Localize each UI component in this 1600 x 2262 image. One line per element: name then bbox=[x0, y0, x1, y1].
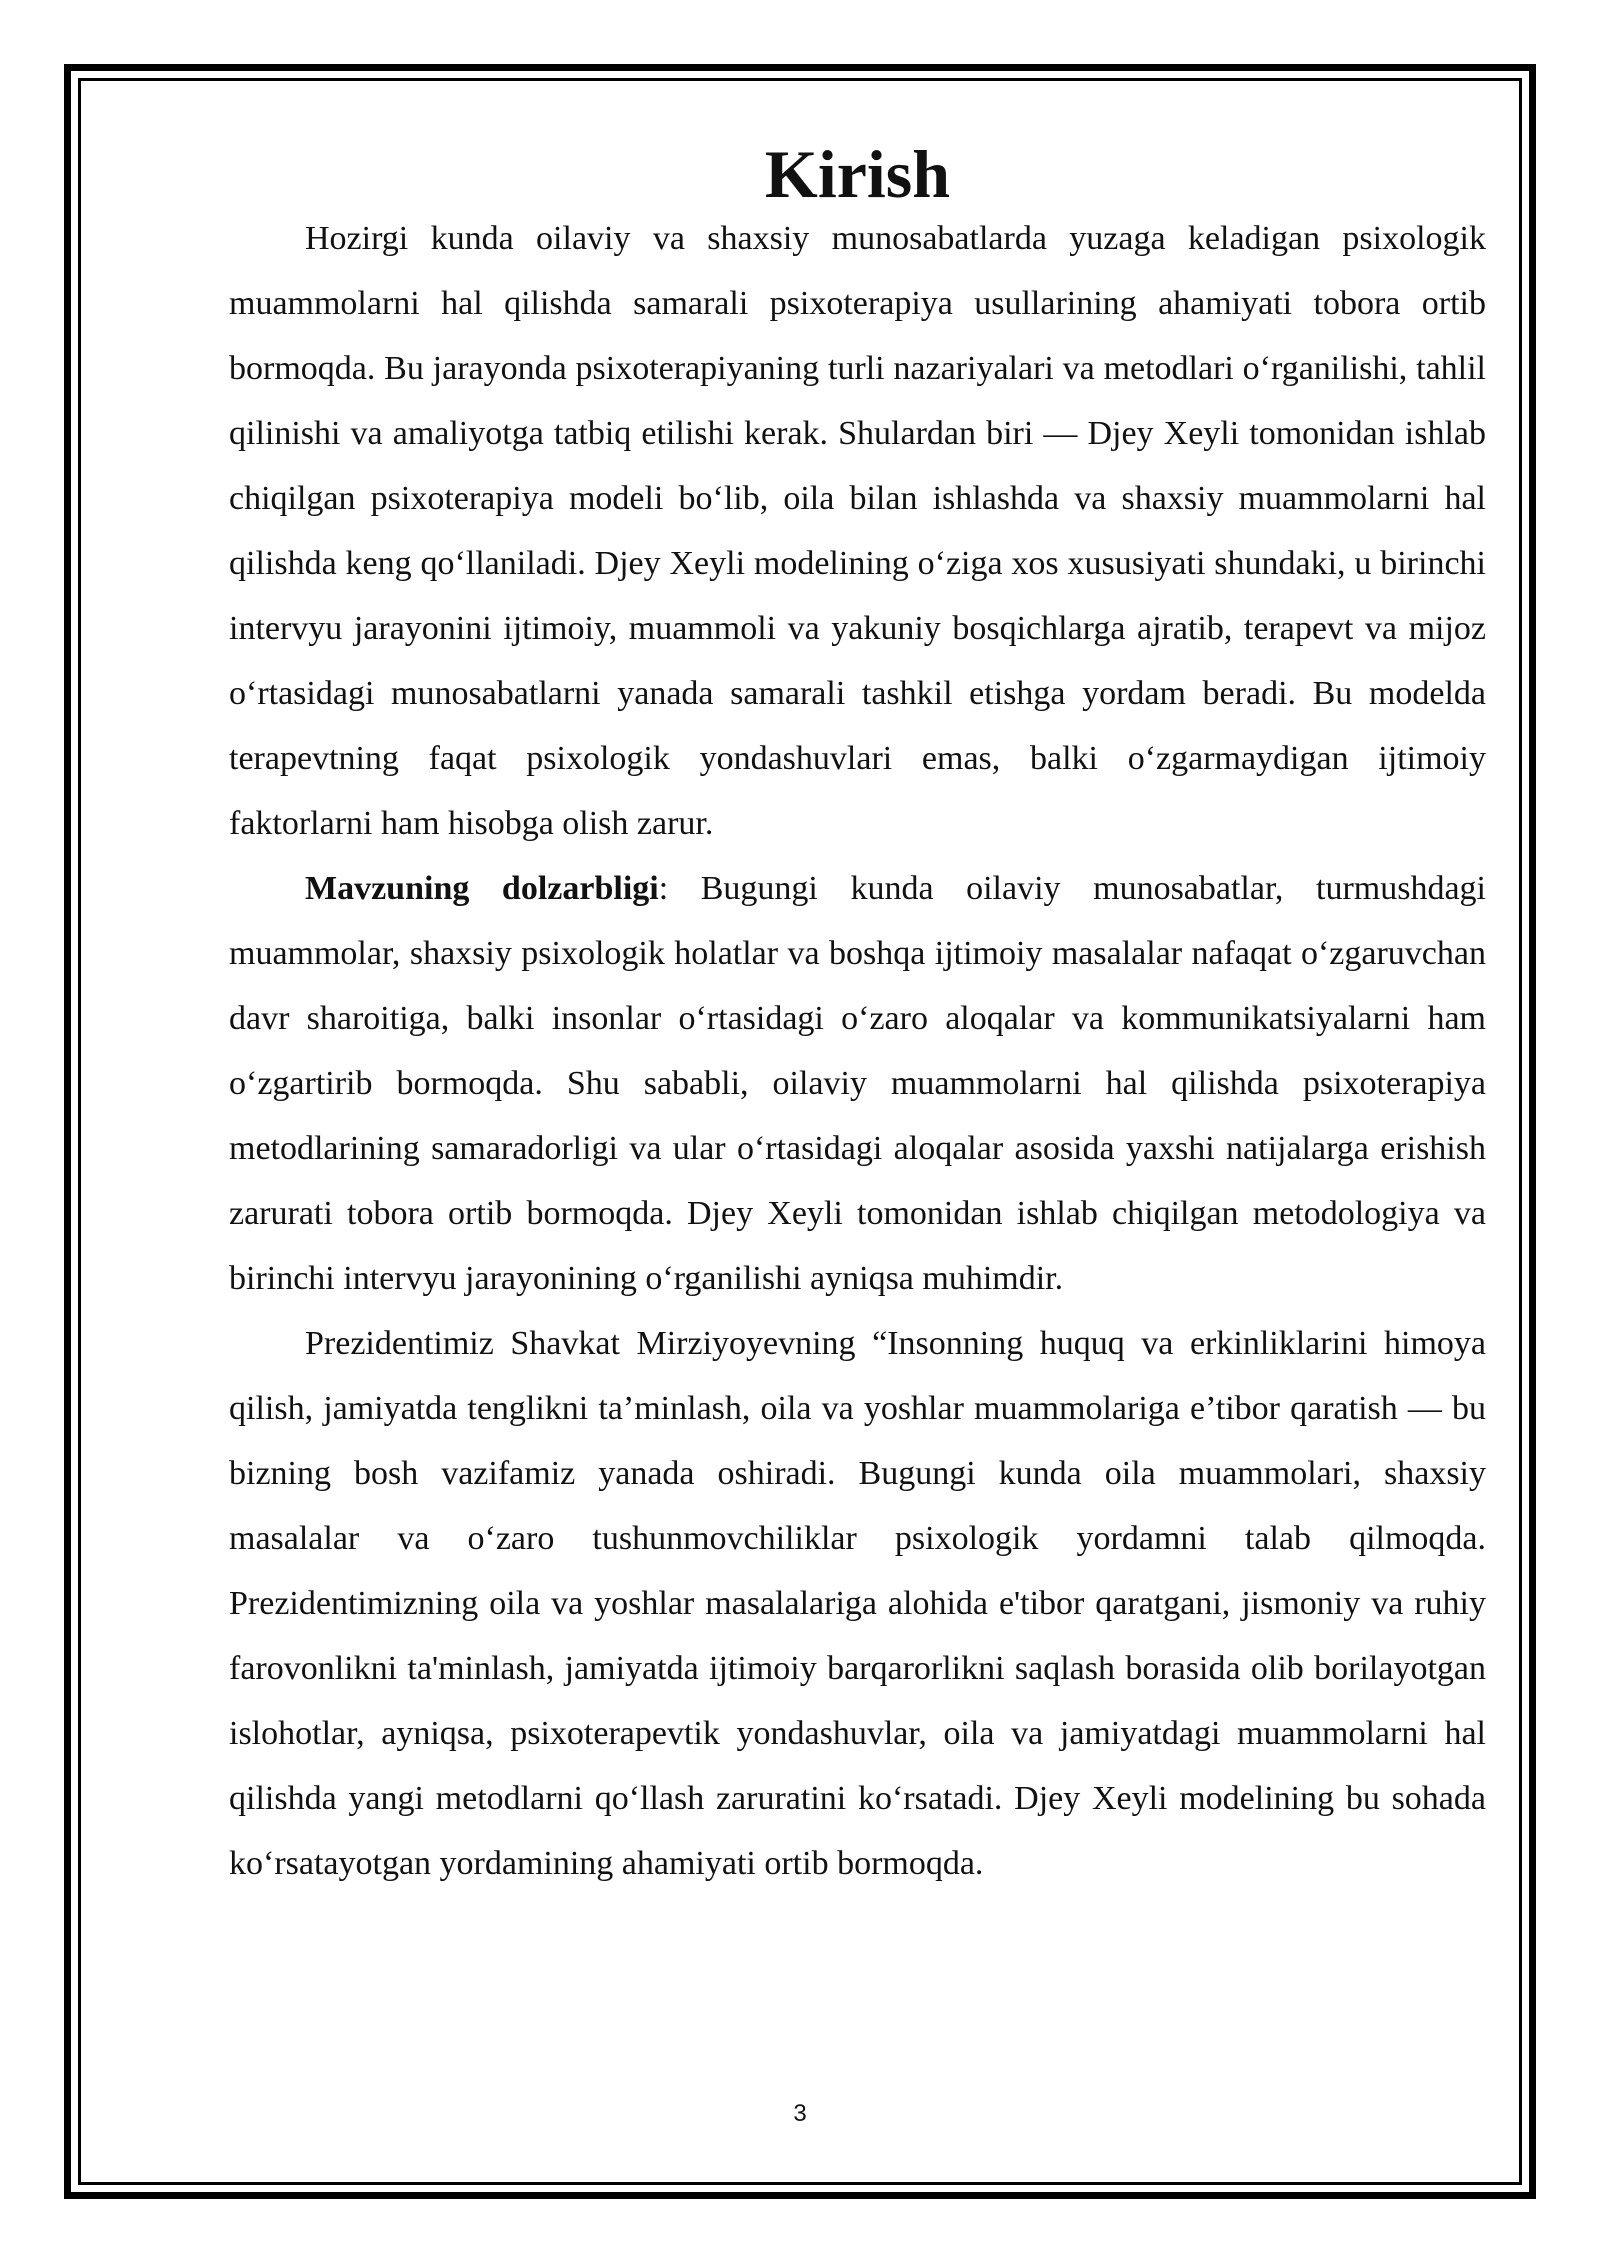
section-title: Kirish bbox=[764, 136, 951, 212]
page-content bbox=[229, 136, 1486, 1896]
paragraph-text: Hozirgi kunda oilaviy va shaxsiy munosabatlarda yuzaga keladigan psixologik muammolarni hal qilishda samarali psixoterapiya usullarining ahamiyati tobora ortib bormoqda. Bu jarayonda psixoterapiyaning turli nazariyalari va metodlari o‘rganilishi, tahlil qilinishi va amaliyotga tatbiq etilishi kerak. Shulardan biri — Djey Xeyli tomonidan ishlab chiqilgan psixoterapiya modeli bo‘lib, oila bilan ishlashda va shaxsiy muammolarni hal qilishda keng qo‘llaniladi. Djey Xeyli modelining o‘ziga xos xususiyati shundaki, u birinchi intervyu jarayonini ijtimoiy, muammoli va yakuniy bosqichlarga ajratib, terapevt va mijoz o‘rtasidagi munosabatlarni yanada samarali tashkil etishga yordam beradi. Bu modelda terapevtning faqat psixologik yondashuvlari emas, balki o‘zgarmaydigan ijtimoiy faktorlarni ham hisobga olish zarur. bbox=[229, 220, 1486, 842]
paragraph-text: Prezidentimiz Shavkat Mirziyoyevning “Insonning huquq va erkinliklarini himoya qilish, jamiyatda tenglikni ta’minlash, oila va yoshlar muammolariga e’tibor qaratish — bu bizning bosh vazifamiz yanada oshiradi. Bugungi kunda oila muammolari, shaxsiy masalalar va o‘zaro tushunmovchiliklar psixologik yordamni talab qilmoqda. Prezidentimizning oila va yoshlar masalalariga alohida e'tibor qaratgani, jismoniy va ruhiy farovonlikni ta'minlash, jamiyatda ijtimoiy barqarorlikni saqlash borasida olib borilayotgan islohotlar, ayniqsa, psixoterapevtik yondashuvlar, oila va jamiyatdagi muammolarni hal qilishda yangi metodlarni qo‘llash zaruratini ko‘rsatadi. Djey Xeyli modelining bu sohada ko‘rsatayotgan yordamining ahamiyati ortib bormoqda. bbox=[229, 1325, 1486, 1882]
paragraph-text: : Bugungi kunda oilaviy munosabatlar, turmushdagi muammolar, shaxsiy psixologik holatlar va boshqa ijtimoiy masalalar nafaqat o‘zgaruvchan davr sharoitiga, balki insonlar o‘rtasidagi o‘zaro aloqalar va kommunikatsiyalarni ham o‘zgartirib bormoqda. Shu sababli, oilaviy muammolarni hal qilishda psixoterapiya metodlarining samaradorligi va ular o‘rtasidagi aloqalar asosida yaxshi natijalarga erishish zarurati tobora ortib bormoqda. Djey Xeyli tomonidan ishlab chiqilgan metodologiya va birinchi intervyu jarayonining o‘rganilishi ayniqsa muhimdir. bbox=[229, 870, 1486, 1297]
paragraph-president bbox=[229, 1311, 1486, 1896]
paragraph-lead: Mavzuning dolzarbligi bbox=[305, 870, 659, 907]
paragraph-intro bbox=[229, 206, 1486, 856]
paragraph-relevance bbox=[229, 856, 1486, 1311]
page-number: 3 bbox=[793, 2100, 807, 2127]
